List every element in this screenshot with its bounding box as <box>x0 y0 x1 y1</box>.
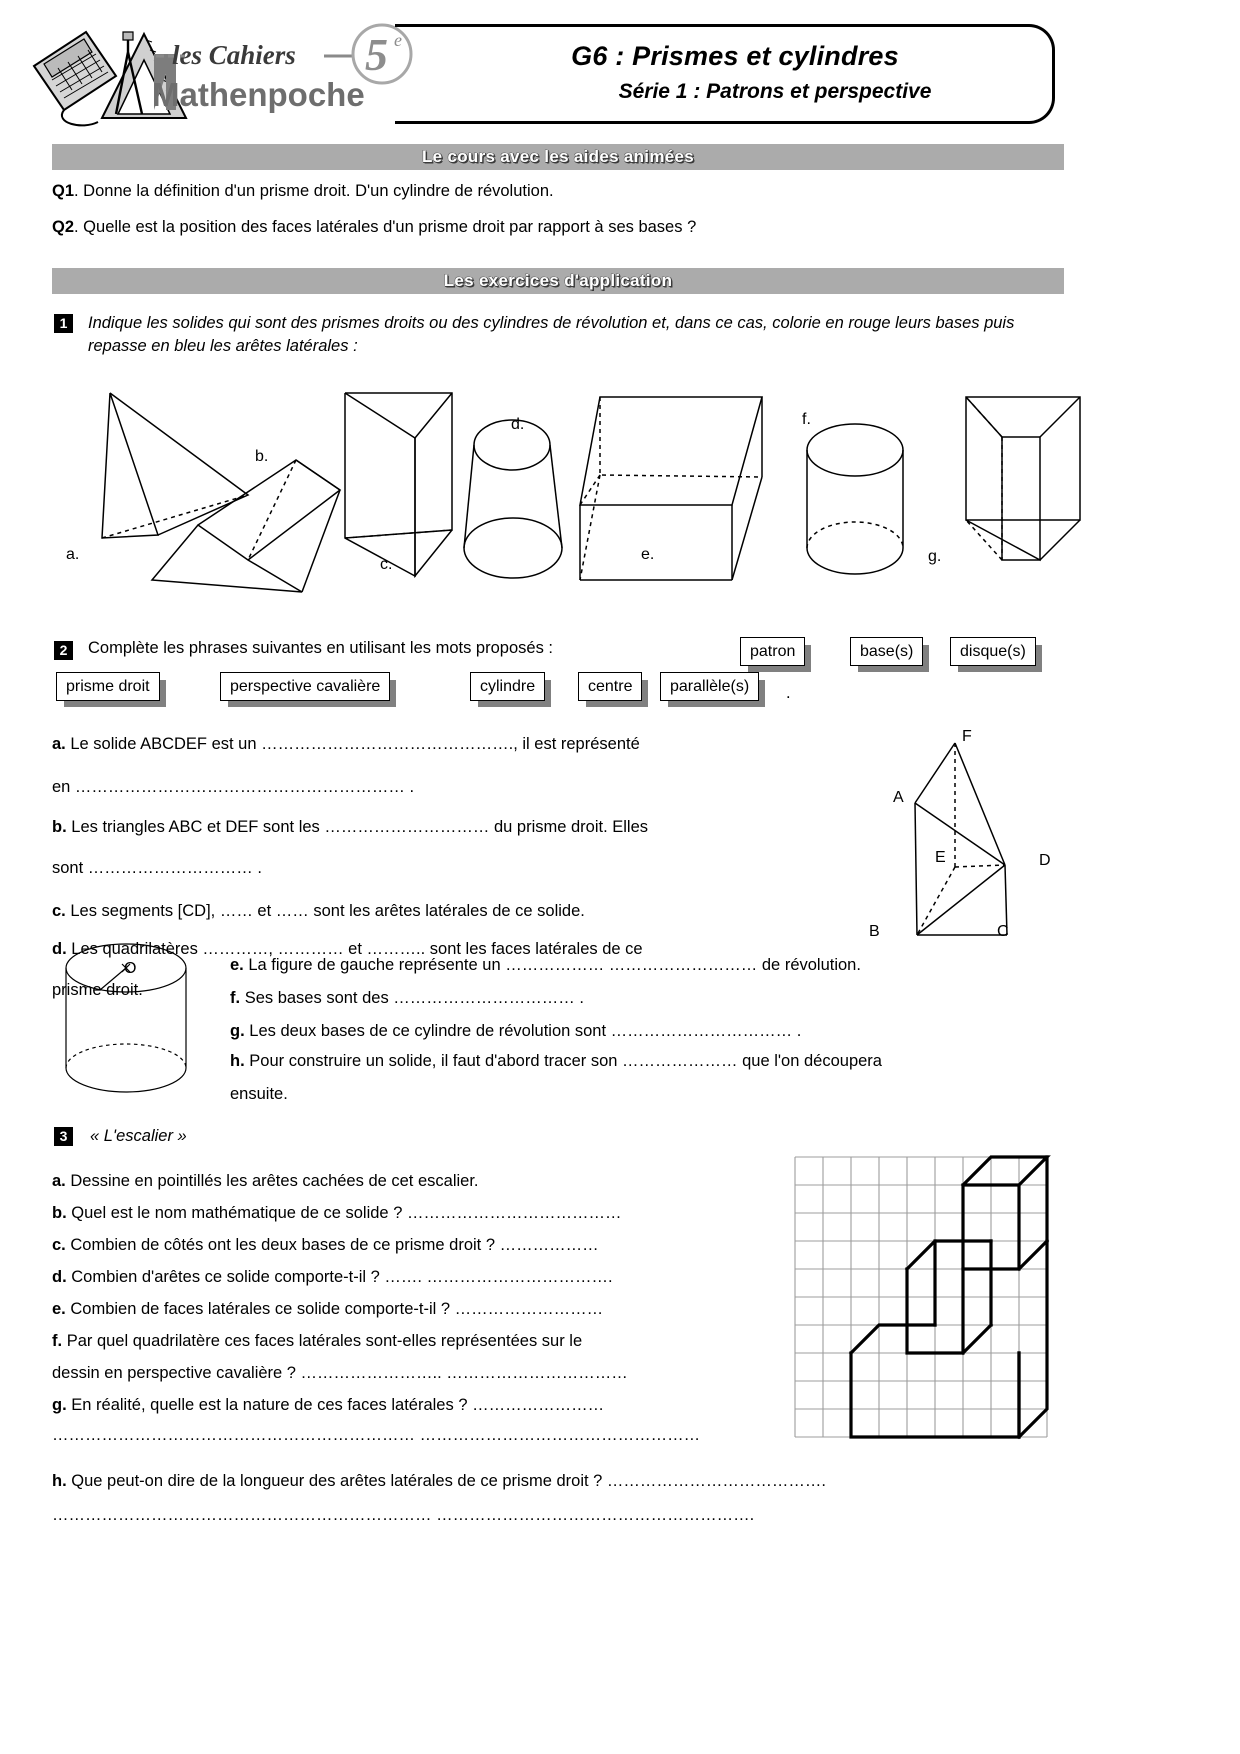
q1-label: Q1 <box>52 182 75 200</box>
question-q2 <box>52 218 1052 237</box>
exercise-3-item-h-dots: …………………………………………………………… …………………………………………………. <box>52 1506 755 1524</box>
exercise-2-item-c <box>52 896 842 927</box>
exercise-3-number: 3 <box>54 1127 73 1146</box>
ex3-c-label: c. <box>52 1236 66 1254</box>
prism-vertex-E: E <box>935 849 946 866</box>
exercise-3-item-g-dots: ………………………………………………………… …………………………………………… <box>52 1426 701 1444</box>
exercise-3-item-f <box>52 1326 752 1357</box>
item-a-text: Le solide ABCDEF est un ………………………………………., il est représenté <box>70 735 640 753</box>
ex3-a-text: Dessine en pointillés les arêtes cachées de cet escalier. <box>70 1172 479 1190</box>
solid-label-d: d. <box>511 416 525 433</box>
solid-label-c: c. <box>380 556 393 573</box>
exercise-2-item-h2: ensuite. <box>230 1085 288 1103</box>
exercise-3-item-c <box>52 1230 752 1261</box>
chip-patron[interactable]: patron <box>740 637 805 666</box>
page-title: G6 : Prismes et cylindres <box>571 41 899 71</box>
exercise-3-item-f2: dessin en perspective cavalière ? …………………….. …………………………… <box>52 1364 628 1382</box>
chip-prisme-droit[interactable]: prisme droit <box>56 672 160 701</box>
item-d-text: Les quadrilatères …………, ………… et ……….. sont les faces latérales de ce <box>71 940 643 958</box>
item-b-text: Les triangles ABC et DEF sont les ………………………… du prisme droit. Elles <box>71 818 649 836</box>
exercise-3-item-a <box>52 1166 752 1197</box>
exercise-1-statement: Indique les solides qui sont des prismes droits ou des cylindres de révolution et, dans ce cas, colorie en rouge leurs bases puis repasse en bleu les arêtes latérales : <box>88 314 1015 355</box>
item-a-label: a. <box>52 735 66 753</box>
chip-cylindre-wrap[interactable] <box>470 672 545 701</box>
exercise-3-item-g <box>52 1390 752 1421</box>
chip-prisme-droit-wrap[interactable] <box>56 672 160 701</box>
solid-b-prism <box>152 460 340 592</box>
ex3-b-text: Quel est le nom mathématique de ce solide ? ………………………………… <box>71 1204 622 1222</box>
item-g-text: Les deux bases de ce cylindre de révolution sont …………………………… . <box>249 1022 802 1040</box>
mathenpoche-logo <box>24 18 414 128</box>
exercise-2-item-b2: sont ………………………… . <box>52 859 262 877</box>
chips-trailing-period: . <box>786 684 791 702</box>
exercise-2-item-h <box>230 1046 1060 1077</box>
page-subtitle: Série 1 : Patrons et perspective <box>618 80 932 103</box>
exercise-2-item-a2: en …………………………………………………… . <box>52 778 415 796</box>
cylinder-center-label: O <box>124 960 137 977</box>
title-frame <box>395 24 1055 124</box>
ex3-e-text: Combien de faces latérales ce solide comporte-t-il ? ……………………… <box>70 1300 604 1318</box>
exercise-3-item-d <box>52 1262 752 1293</box>
solid-a-tetrahedron <box>102 393 248 538</box>
chip-centre-wrap[interactable] <box>578 672 642 701</box>
ex3-h-label: h. <box>52 1472 67 1490</box>
ex3-g-text: En réalité, quelle est la nature de ces faces latérales ? …………………… <box>71 1396 605 1414</box>
ex3-g-label: g. <box>52 1396 67 1414</box>
prism-vertex-B: B <box>869 923 880 940</box>
solid-label-f: f. <box>802 411 811 428</box>
exercise-2-number: 2 <box>54 641 73 660</box>
item-h-text: Pour construire un solide, il faut d'abord tracer son ………………… que l'on découpera <box>249 1052 882 1070</box>
exercise-3-item-b <box>52 1198 752 1229</box>
prism-vertex-C: C <box>997 923 1009 940</box>
exercise-3-item-e <box>52 1294 752 1325</box>
ex3-c-text: Combien de côtés ont les deux bases de ce prisme droit ? ……………… <box>70 1236 599 1254</box>
exercise-3-title: « L'escalier » <box>90 1127 187 1145</box>
chip-disques-wrap[interactable] <box>950 637 1036 666</box>
chip-bases[interactable]: base(s) <box>850 637 923 666</box>
chip-perspective-wrap[interactable] <box>220 672 390 701</box>
chip-disques[interactable]: disque(s) <box>950 637 1036 666</box>
item-g-label: g. <box>230 1022 245 1040</box>
grid-lines <box>795 1157 1047 1437</box>
exercise-2-statement: Complète les phrases suivantes en utilisant les mots proposés : <box>88 639 553 657</box>
q1-text: . Donne la définition d'un prisme droit. D'un cylindre de révolution. <box>74 182 554 200</box>
ex3-h-text: Que peut-on dire de la longueur des arêtes latérales de ce prisme droit ? …………………………………. <box>71 1472 826 1490</box>
calculator-icon <box>34 32 116 125</box>
exercise-3-staircase-figure <box>793 1155 1053 1445</box>
prism-vertex-D: D <box>1039 852 1051 869</box>
chip-centre[interactable]: centre <box>578 672 642 701</box>
q2-label: Q2 <box>52 218 75 236</box>
exercise-2-prism-figure <box>855 735 1055 945</box>
item-c-text: Les segments [CD], …… et …… sont les arêtes latérales de ce solide. <box>70 902 585 920</box>
exercise-2-item-a <box>52 729 842 760</box>
ex3-e-label: e. <box>52 1300 66 1318</box>
exercise-2-item-e <box>230 950 1060 981</box>
exercise-2-item-f <box>230 983 1060 1014</box>
solid-label-g: g. <box>928 548 942 565</box>
exercise-3-item-h <box>52 1466 1062 1497</box>
solid-d-cone <box>464 420 562 578</box>
banner-exercises <box>52 268 1064 294</box>
chip-perspective-cavaliere[interactable]: perspective cavalière <box>220 672 390 701</box>
logo-main-text: Mathenpoche <box>152 76 365 113</box>
logo-script-text: les Cahiers <box>172 40 296 70</box>
chip-cylindre[interactable]: cylindre <box>470 672 545 701</box>
solid-label-b: b. <box>255 448 269 465</box>
item-c-label: c. <box>52 902 66 920</box>
page-header <box>0 0 1240 140</box>
chip-bases-wrap[interactable] <box>850 637 923 666</box>
ex3-f-label: f. <box>52 1332 63 1350</box>
exercise-2-item-d2: prisme droit. <box>52 981 143 999</box>
chip-parallele-wrap[interactable] <box>660 672 759 701</box>
chip-paralleles[interactable]: parallèle(s) <box>660 672 759 701</box>
solid-e-box <box>580 397 762 580</box>
solid-label-a: a. <box>66 546 80 563</box>
level-badge-number: 5 <box>365 29 388 80</box>
ex3-d-label: d. <box>52 1268 67 1286</box>
banner-course <box>52 144 1064 170</box>
solid-label-e: e. <box>641 546 655 563</box>
prism-vertex-A: A <box>893 789 904 806</box>
q2-text: . Quelle est la position des faces latérales d'un prisme droit par rapport à ses bases ? <box>74 218 697 236</box>
item-f-text: Ses bases sont des …………………………… . <box>244 989 584 1007</box>
item-d-label: d. <box>52 940 67 958</box>
solid-f-cylinder <box>807 424 903 574</box>
solid-c-prism <box>345 393 452 576</box>
item-e-label: e. <box>230 956 244 974</box>
exercise-1-number: 1 <box>54 314 73 333</box>
level-badge-sup: e <box>394 30 402 50</box>
ex3-a-label: a. <box>52 1172 66 1190</box>
prism-vertex-F: F <box>962 728 972 745</box>
ex3-b-label: b. <box>52 1204 67 1222</box>
ex3-f-text: Par quel quadrilatère ces faces latérales sont-elles représentées sur le <box>66 1332 583 1350</box>
item-b-label: b. <box>52 818 67 836</box>
banner-course-label: Le cours avec les aides animées <box>421 147 694 166</box>
ex3-d-text: Combien d'arêtes ce solide comporte-t-il ? ……. ……………………………. <box>71 1268 613 1286</box>
chip-patron-wrap[interactable] <box>740 637 805 666</box>
item-h-label: h. <box>230 1052 245 1070</box>
solid-g-cube <box>966 397 1080 560</box>
exercise-2-item-g <box>230 1016 1060 1047</box>
item-e-text: La figure de gauche représente un ……………… ……………………… de révolution. <box>248 956 861 974</box>
item-f-label: f. <box>230 989 241 1007</box>
exercise-2-item-b <box>52 812 842 843</box>
question-q1 <box>52 182 1052 201</box>
banner-exercises-label: Les exercices d'application <box>443 271 673 290</box>
